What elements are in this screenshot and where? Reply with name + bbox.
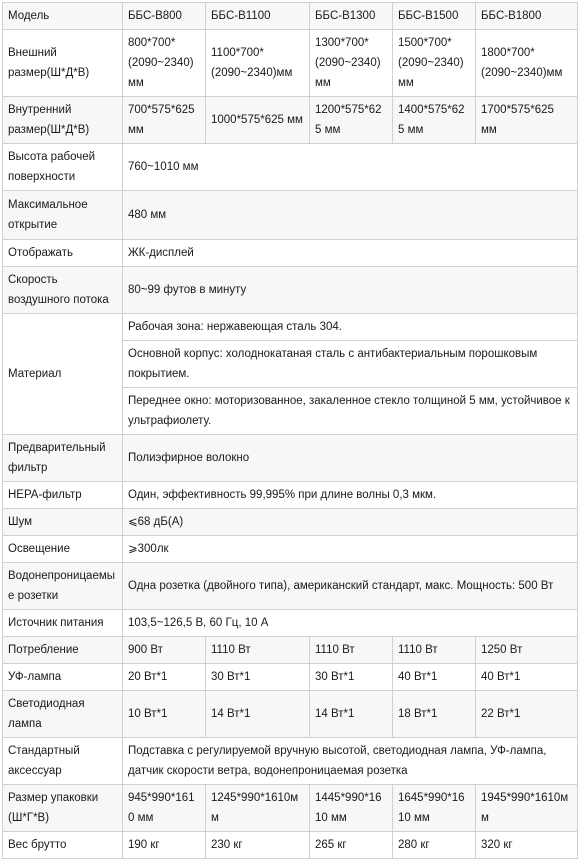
value-cell: Подставка с регулируемой вручную высотой, светодиодная лампа, УФ-лампа, датчик скорости ветра, водонепроницаемая розетка [123,738,578,785]
value-cell: 40 Вт*1 [393,664,476,691]
row-accessory [3,738,578,785]
row-model [3,3,578,30]
value-cell: 1800*700*(2090~2340)мм [476,30,578,97]
row-label: Скорость воздушного потока [3,267,123,314]
row-label: Модель [3,3,123,30]
value-cell: 1700*575*625 мм [476,97,578,144]
model-cell: ББС-В1800 [476,3,578,30]
value-cell: 40 Вт*1 [476,664,578,691]
model-cell: ББС-В800 [123,3,206,30]
value-cell: 14 Вт*1 [206,691,310,738]
value-cell: 1110 Вт [310,637,393,664]
row-label: Вес брутто [3,832,123,859]
value-cell: 1945*990*1610мм [476,785,578,832]
value-cell: 1100*700*(2090~2340)мм [206,30,310,97]
value-cell: 30 Вт*1 [206,664,310,691]
value-cell: 900 Вт [123,637,206,664]
value-cell: 22 Вт*1 [476,691,578,738]
value-cell: 1445*990*1610 мм [310,785,393,832]
model-cell: ББС-В1300 [310,3,393,30]
value-cell: 1000*575*625 мм [206,97,310,144]
value-cell: Одна розетка (двойного типа), американский стандарт, макс. Мощность: 500 Вт [123,563,578,610]
value-cell: 1245*990*1610мм [206,785,310,832]
row-label: Материал [3,314,123,435]
row-label: Размер упаковки (Ш*Г*В) [3,785,123,832]
value-cell: 190 кг [123,832,206,859]
row-label: Максимальное открытие [3,191,123,240]
row-lighting [3,536,578,563]
row-label: Высота рабочей поверхности [3,144,123,191]
row-consumption [3,637,578,664]
row-outer-size [3,30,578,97]
row-sockets [3,563,578,610]
value-cell: 30 Вт*1 [310,664,393,691]
value-cell: 14 Вт*1 [310,691,393,738]
row-max-opening [3,191,578,240]
row-label: УФ-лампа [3,664,123,691]
row-display [3,240,578,267]
value-cell: ⩾300лк [123,536,578,563]
value-cell: 1500*700*(2090~2340)мм [393,30,476,97]
row-uv-lamp [3,664,578,691]
value-cell: 1645*990*1610 мм [393,785,476,832]
value-cell: 945*990*1610 мм [123,785,206,832]
model-cell: ББС-В1100 [206,3,310,30]
row-airflow [3,267,578,314]
value-cell: 10 Вт*1 [123,691,206,738]
value-cell: 18 Вт*1 [393,691,476,738]
row-label: Отображать [3,240,123,267]
value-cell: 265 кг [310,832,393,859]
value-cell: 760~1010 мм [123,144,578,191]
value-cell: 280 кг [393,832,476,859]
value-cell: Переднее окно: моторизованное, закаленное стекло толщиной 5 мм, устойчивое к ультрафиолету. [123,388,578,435]
row-package-size [3,785,578,832]
row-gross-weight [3,832,578,859]
row-hepa [3,482,578,509]
value-cell: 480 мм [123,191,578,240]
row-label: Внутренний размер(Ш*Д*В) [3,97,123,144]
value-cell: Полиэфирное волокно [123,435,578,482]
value-cell: 80~99 футов в минуту [123,267,578,314]
row-label: Освещение [3,536,123,563]
value-cell: 1200*575*625 мм [310,97,393,144]
value-cell: Основной корпус: холоднокатаная сталь с антибактериальным порошковым покрытием. [123,341,578,388]
row-led-lamp [3,691,578,738]
row-label: Внешний размер(Ш*Д*В) [3,30,123,97]
value-cell: 1110 Вт [206,637,310,664]
value-cell: 320 кг [476,832,578,859]
value-cell: 800*700*(2090~2340)мм [123,30,206,97]
row-noise [3,509,578,536]
value-cell: 230 кг [206,832,310,859]
value-cell: 1400*575*625 мм [393,97,476,144]
value-cell: ⩽68 дБ(A) [123,509,578,536]
row-label: HEPA-фильтр [3,482,123,509]
row-label: Водонепроницаемые розетки [3,563,123,610]
value-cell: 20 Вт*1 [123,664,206,691]
row-material [3,314,578,341]
row-power-source [3,610,578,637]
value-cell: 1110 Вт [393,637,476,664]
value-cell: 700*575*625 мм [123,97,206,144]
value-cell: 103,5~126,5 В, 60 Гц, 10 А [123,610,578,637]
row-prefilter [3,435,578,482]
value-cell: 1250 Вт [476,637,578,664]
row-label: Предварительный фильтр [3,435,123,482]
value-cell: 1300*700*(2090~2340)мм [310,30,393,97]
value-cell: Рабочая зона: нержавеющая сталь 304. [123,314,578,341]
row-label: Светодиодная лампа [3,691,123,738]
row-label: Шум [3,509,123,536]
row-work-height [3,144,578,191]
value-cell: Один, эффективность 99,995% при длине волны 0,3 мкм. [123,482,578,509]
row-inner-size [3,97,578,144]
row-label: Стандартный аксессуар [3,738,123,785]
row-label: Источник питания [3,610,123,637]
row-label: Потребление [3,637,123,664]
value-cell: ЖК-дисплей [123,240,578,267]
spec-table [2,2,578,859]
model-cell: ББС-В1500 [393,3,476,30]
